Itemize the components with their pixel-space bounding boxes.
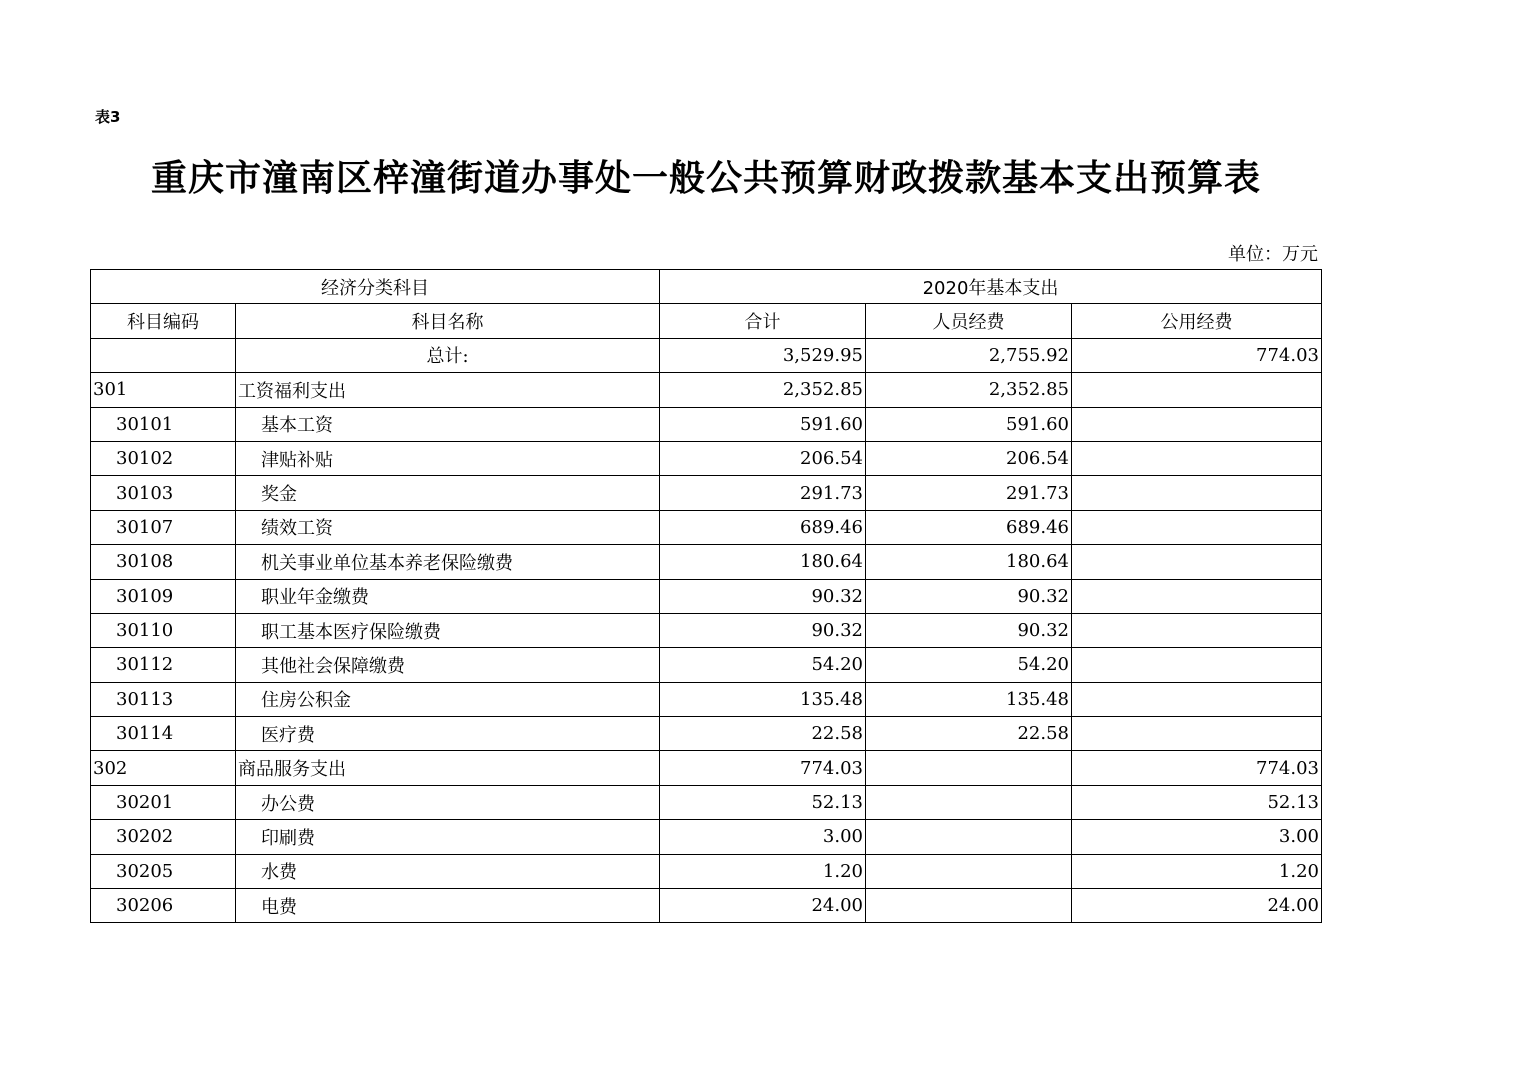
total-label-cell: 总计: (236, 338, 660, 372)
subject-name-cell: 其他社会保障缴费 (236, 648, 660, 682)
personnel-cost-cell: 54.20 (866, 648, 1072, 682)
table-row (91, 889, 1322, 923)
total-cell: 1.20 (660, 854, 866, 888)
total-public-cell: 774.03 (1072, 338, 1322, 372)
public-cost-cell (1072, 545, 1322, 579)
public-cost-cell (1072, 579, 1322, 613)
table-row (91, 476, 1322, 510)
total-cell: 591.60 (660, 407, 866, 441)
table-row (91, 441, 1322, 475)
subject-code-cell: 30201 (91, 785, 236, 819)
personnel-cost-cell (866, 785, 1072, 819)
total-cell: 135.48 (660, 682, 866, 716)
total-cell: 52.13 (660, 785, 866, 819)
public-cost-cell (1072, 613, 1322, 647)
total-cell: 3.00 (660, 820, 866, 854)
table-row (91, 373, 1322, 407)
public-cost-cell (1072, 510, 1322, 544)
personnel-cost-cell (866, 854, 1072, 888)
personnel-cost-cell: 90.32 (866, 579, 1072, 613)
total-cell: 774.03 (660, 751, 866, 785)
subject-name-cell: 绩效工资 (236, 510, 660, 544)
subject-name-cell: 机关事业单位基本养老保险缴费 (236, 545, 660, 579)
public-cost-cell (1072, 682, 1322, 716)
subject-code-cell: 301 (91, 373, 236, 407)
total-row (91, 338, 1322, 372)
public-cost-cell: 52.13 (1072, 785, 1322, 819)
total-cell: 689.46 (660, 510, 866, 544)
personnel-cost-cell (866, 889, 1072, 923)
personnel-cost-cell: 22.58 (866, 717, 1072, 751)
subject-code-cell: 30102 (91, 441, 236, 475)
total-cell: 90.32 (660, 613, 866, 647)
header-group-row (91, 270, 1322, 304)
table-row (91, 545, 1322, 579)
unit-label: 单位：万元 (1228, 244, 1318, 265)
public-cost-cell (1072, 717, 1322, 751)
header-public-cost: 公用经费 (1072, 304, 1322, 338)
table-row (91, 407, 1322, 441)
subject-name-cell: 办公费 (236, 785, 660, 819)
total-cell: 180.64 (660, 545, 866, 579)
table-body (91, 338, 1322, 923)
table-row (91, 648, 1322, 682)
total-code-cell (91, 338, 236, 372)
total-cell: 206.54 (660, 441, 866, 475)
subject-name-cell: 电费 (236, 889, 660, 923)
personnel-cost-cell: 90.32 (866, 613, 1072, 647)
table-row (91, 682, 1322, 716)
header-column-row (91, 304, 1322, 338)
subject-name-cell: 住房公积金 (236, 682, 660, 716)
table-header (91, 270, 1322, 339)
subject-code-cell: 30110 (91, 613, 236, 647)
table-number: 表3 (95, 108, 121, 126)
public-cost-cell (1072, 648, 1322, 682)
public-cost-cell: 24.00 (1072, 889, 1322, 923)
public-cost-cell (1072, 373, 1322, 407)
subject-code-cell: 30202 (91, 820, 236, 854)
total-cell: 24.00 (660, 889, 866, 923)
subject-code-cell: 30205 (91, 854, 236, 888)
subject-name-cell: 职工基本医疗保险缴费 (236, 613, 660, 647)
subject-code-cell: 30206 (91, 889, 236, 923)
header-economic-category: 经济分类科目 (91, 270, 660, 304)
total-cell: 22.58 (660, 717, 866, 751)
total-cell: 291.73 (660, 476, 866, 510)
personnel-cost-cell (866, 751, 1072, 785)
total-cell: 2,352.85 (660, 373, 866, 407)
header-personnel-cost: 人员经费 (866, 304, 1072, 338)
subject-name-cell: 职业年金缴费 (236, 579, 660, 613)
public-cost-cell: 1.20 (1072, 854, 1322, 888)
header-basic-expenditure: 2020年基本支出 (660, 270, 1322, 304)
subject-name-cell: 商品服务支出 (236, 751, 660, 785)
table-row (91, 613, 1322, 647)
personnel-cost-cell: 135.48 (866, 682, 1072, 716)
personnel-cost-cell: 689.46 (866, 510, 1072, 544)
total-cell: 90.32 (660, 579, 866, 613)
personnel-cost-cell: 591.60 (866, 407, 1072, 441)
document-title: 重庆市潼南区梓潼街道办事处一般公共预算财政拨款基本支出预算表 (150, 158, 1261, 199)
budget-table (90, 269, 1322, 923)
subject-name-cell: 基本工资 (236, 407, 660, 441)
subject-code-cell: 30108 (91, 545, 236, 579)
subject-code-cell: 302 (91, 751, 236, 785)
total-sum-cell: 3,529.95 (660, 338, 866, 372)
subject-code-cell: 30103 (91, 476, 236, 510)
table-row (91, 785, 1322, 819)
subject-code-cell: 30107 (91, 510, 236, 544)
subject-code-cell: 30101 (91, 407, 236, 441)
subject-name-cell: 工资福利支出 (236, 373, 660, 407)
subject-name-cell: 奖金 (236, 476, 660, 510)
public-cost-cell: 3.00 (1072, 820, 1322, 854)
header-subject-name: 科目名称 (236, 304, 660, 338)
table-row (91, 579, 1322, 613)
subject-code-cell: 30112 (91, 648, 236, 682)
table-row (91, 751, 1322, 785)
subject-name-cell: 医疗费 (236, 717, 660, 751)
subject-code-cell: 30113 (91, 682, 236, 716)
subject-name-cell: 津贴补贴 (236, 441, 660, 475)
personnel-cost-cell: 291.73 (866, 476, 1072, 510)
personnel-cost-cell (866, 820, 1072, 854)
public-cost-cell: 774.03 (1072, 751, 1322, 785)
subject-name-cell: 印刷费 (236, 820, 660, 854)
table-row (91, 820, 1322, 854)
subject-code-cell: 30109 (91, 579, 236, 613)
total-personnel-cell: 2,755.92 (866, 338, 1072, 372)
public-cost-cell (1072, 441, 1322, 475)
public-cost-cell (1072, 476, 1322, 510)
total-cell: 54.20 (660, 648, 866, 682)
header-total: 合计 (660, 304, 866, 338)
table-row (91, 854, 1322, 888)
personnel-cost-cell: 2,352.85 (866, 373, 1072, 407)
table-row (91, 510, 1322, 544)
table-row (91, 717, 1322, 751)
personnel-cost-cell: 180.64 (866, 545, 1072, 579)
header-subject-code: 科目编码 (91, 304, 236, 338)
subject-code-cell: 30114 (91, 717, 236, 751)
public-cost-cell (1072, 407, 1322, 441)
subject-name-cell: 水费 (236, 854, 660, 888)
personnel-cost-cell: 206.54 (866, 441, 1072, 475)
